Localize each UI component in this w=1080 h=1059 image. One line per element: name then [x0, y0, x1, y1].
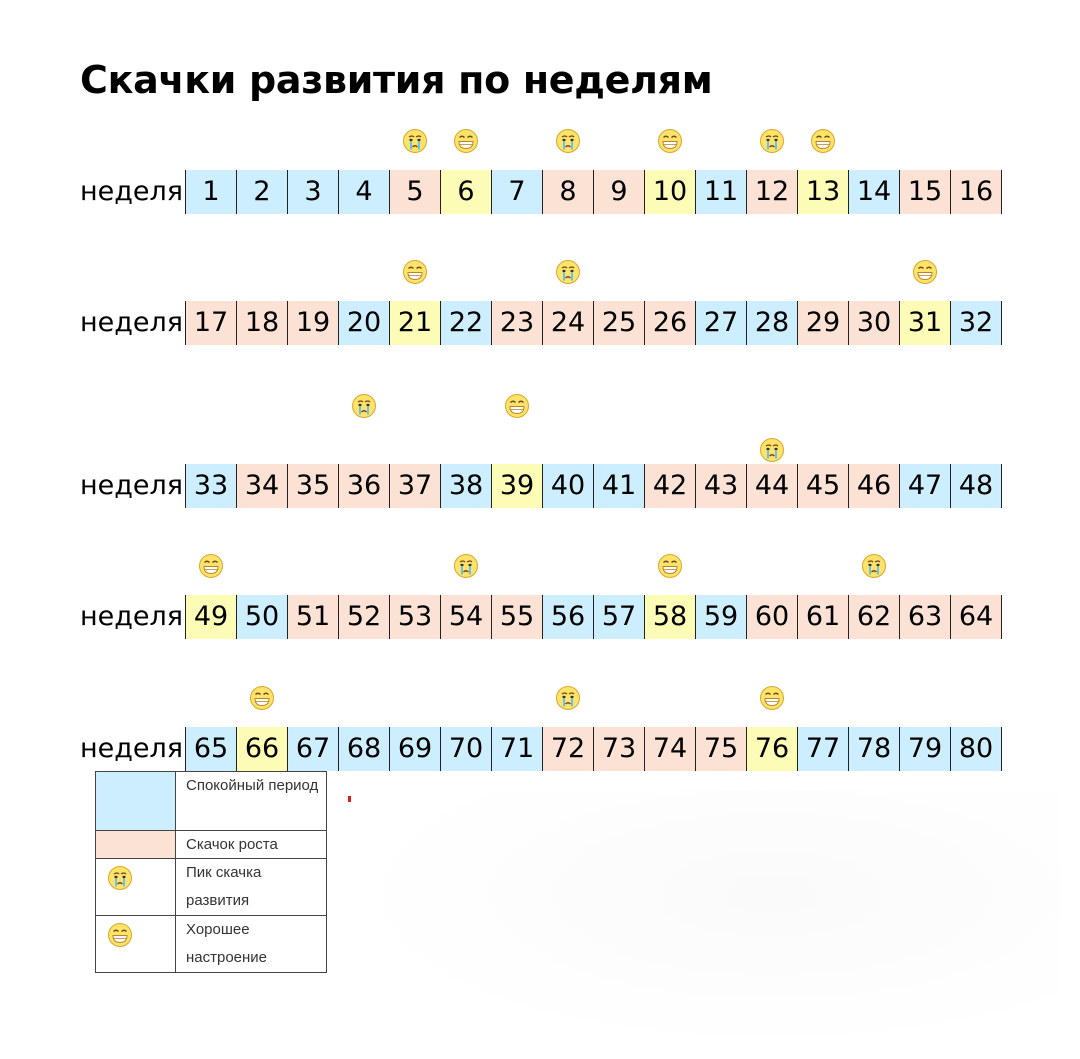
week-cell: 77	[798, 727, 849, 771]
red-mark	[348, 796, 351, 802]
week-cell: 17	[186, 301, 237, 345]
crying-face-icon	[555, 128, 581, 154]
week-cell: 45	[798, 464, 849, 508]
week-cells	[185, 170, 1002, 214]
week-cell: 44	[747, 464, 798, 508]
crying-face-icon	[351, 393, 377, 419]
week-cell: 67	[288, 727, 339, 771]
week-row	[0, 535, 1080, 645]
week-row	[0, 667, 1080, 777]
week-cell: 71	[492, 727, 543, 771]
week-cell: 25	[594, 301, 645, 345]
week-cell: 70	[441, 727, 492, 771]
week-cell: 30	[849, 301, 900, 345]
week-cell: 55	[492, 595, 543, 639]
laughing-face-icon	[198, 553, 224, 579]
legend-label: Хорошее настроение	[186, 921, 268, 966]
week-cell: 37	[390, 464, 441, 508]
week-cell: 23	[492, 301, 543, 345]
laughing-face-icon	[657, 128, 683, 154]
week-cell: 18	[237, 301, 288, 345]
week-cell: 8	[543, 170, 594, 214]
crying-face-icon	[759, 437, 785, 463]
crying-face-icon	[759, 128, 785, 154]
legend-swatch-calm	[96, 772, 176, 830]
legend-swatch-crying	[96, 859, 176, 916]
week-cell: 40	[543, 464, 594, 508]
week-cells	[185, 464, 1002, 508]
week-cell: 65	[186, 727, 237, 771]
laughing-face-icon	[453, 128, 479, 154]
background-smudge	[340, 790, 1060, 1050]
week-cell: 33	[186, 464, 237, 508]
laughing-face-icon	[249, 685, 275, 711]
week-cell: 32	[951, 301, 1002, 345]
week-cell: 11	[696, 170, 747, 214]
week-row	[0, 241, 1080, 351]
week-cell: 63	[900, 595, 951, 639]
week-cell: 3	[288, 170, 339, 214]
week-cell: 62	[849, 595, 900, 639]
week-cell: 4	[339, 170, 390, 214]
week-cell: 15	[900, 170, 951, 214]
week-cell: 35	[288, 464, 339, 508]
week-row-label: неделя	[80, 307, 184, 338]
legend	[95, 771, 327, 973]
week-cell: 5	[390, 170, 441, 214]
week-cell: 39	[492, 464, 543, 508]
week-cell: 41	[594, 464, 645, 508]
week-cell: 57	[594, 595, 645, 639]
week-cell: 58	[645, 595, 696, 639]
week-cell: 49	[186, 595, 237, 639]
crying-face-icon	[453, 553, 479, 579]
week-cell: 48	[951, 464, 1002, 508]
week-cell: 24	[543, 301, 594, 345]
week-cell: 34	[237, 464, 288, 508]
legend-item-jump	[96, 830, 326, 859]
week-row-label: неделя	[80, 470, 184, 501]
legend-swatch-laughing	[96, 916, 176, 973]
week-cell: 80	[951, 727, 1002, 771]
week-cell: 54	[441, 595, 492, 639]
week-cell: 68	[339, 727, 390, 771]
week-cell: 64	[951, 595, 1002, 639]
week-cell: 73	[594, 727, 645, 771]
week-row-label: неделя	[80, 601, 184, 632]
week-cell: 59	[696, 595, 747, 639]
legend-label: Пик скачка развития	[186, 864, 262, 909]
week-cell: 10	[645, 170, 696, 214]
week-row-label: неделя	[80, 733, 184, 764]
week-cell: 31	[900, 301, 951, 345]
week-cell: 47	[900, 464, 951, 508]
legend-label: Скачок роста	[186, 836, 278, 853]
week-cell: 50	[237, 595, 288, 639]
week-cell: 28	[747, 301, 798, 345]
week-row-label: неделя	[80, 176, 184, 207]
week-cell: 36	[339, 464, 390, 508]
laughing-face-icon	[810, 128, 836, 154]
week-cell: 75	[696, 727, 747, 771]
crying-face-icon	[861, 553, 887, 579]
week-cell: 76	[747, 727, 798, 771]
legend-item-crying	[96, 858, 326, 916]
week-row	[0, 110, 1080, 220]
page-title: Скачки развития по неделям	[80, 58, 713, 102]
week-cell: 6	[441, 170, 492, 214]
week-cell: 79	[900, 727, 951, 771]
week-cell: 74	[645, 727, 696, 771]
week-cells	[185, 727, 1002, 771]
crying-face-icon	[555, 685, 581, 711]
week-cell: 12	[747, 170, 798, 214]
week-cell: 52	[339, 595, 390, 639]
legend-swatch-jump	[96, 831, 176, 859]
week-cell: 51	[288, 595, 339, 639]
week-cells	[185, 301, 1002, 345]
laughing-face-icon	[504, 393, 530, 419]
legend-label: Спокойный период	[186, 777, 319, 794]
laughing-face-icon	[912, 259, 938, 285]
week-cell: 21	[390, 301, 441, 345]
week-cells	[185, 595, 1002, 639]
week-cell: 69	[390, 727, 441, 771]
week-cell: 9	[594, 170, 645, 214]
week-cell: 66	[237, 727, 288, 771]
laughing-face-icon	[759, 685, 785, 711]
week-cell: 60	[747, 595, 798, 639]
laughing-face-icon	[107, 922, 133, 948]
week-cell: 29	[798, 301, 849, 345]
crying-face-icon	[107, 865, 133, 891]
week-cell: 16	[951, 170, 1002, 214]
week-cell: 22	[441, 301, 492, 345]
week-cell: 20	[339, 301, 390, 345]
week-row	[0, 404, 1080, 514]
week-cell: 61	[798, 595, 849, 639]
crying-face-icon	[402, 128, 428, 154]
week-cell: 26	[645, 301, 696, 345]
week-cell: 7	[492, 170, 543, 214]
legend-item-calm	[96, 772, 326, 830]
laughing-face-icon	[402, 259, 428, 285]
week-cell: 72	[543, 727, 594, 771]
week-cell: 14	[849, 170, 900, 214]
week-cell: 19	[288, 301, 339, 345]
week-cell: 1	[186, 170, 237, 214]
crying-face-icon	[555, 259, 581, 285]
week-cell: 2	[237, 170, 288, 214]
week-cell: 43	[696, 464, 747, 508]
laughing-face-icon	[657, 553, 683, 579]
week-cell: 27	[696, 301, 747, 345]
week-cell: 42	[645, 464, 696, 508]
week-cell: 46	[849, 464, 900, 508]
legend-item-laughing	[96, 915, 326, 973]
week-cell: 38	[441, 464, 492, 508]
week-cell: 53	[390, 595, 441, 639]
week-cell: 56	[543, 595, 594, 639]
week-cell: 78	[849, 727, 900, 771]
week-cell: 13	[798, 170, 849, 214]
